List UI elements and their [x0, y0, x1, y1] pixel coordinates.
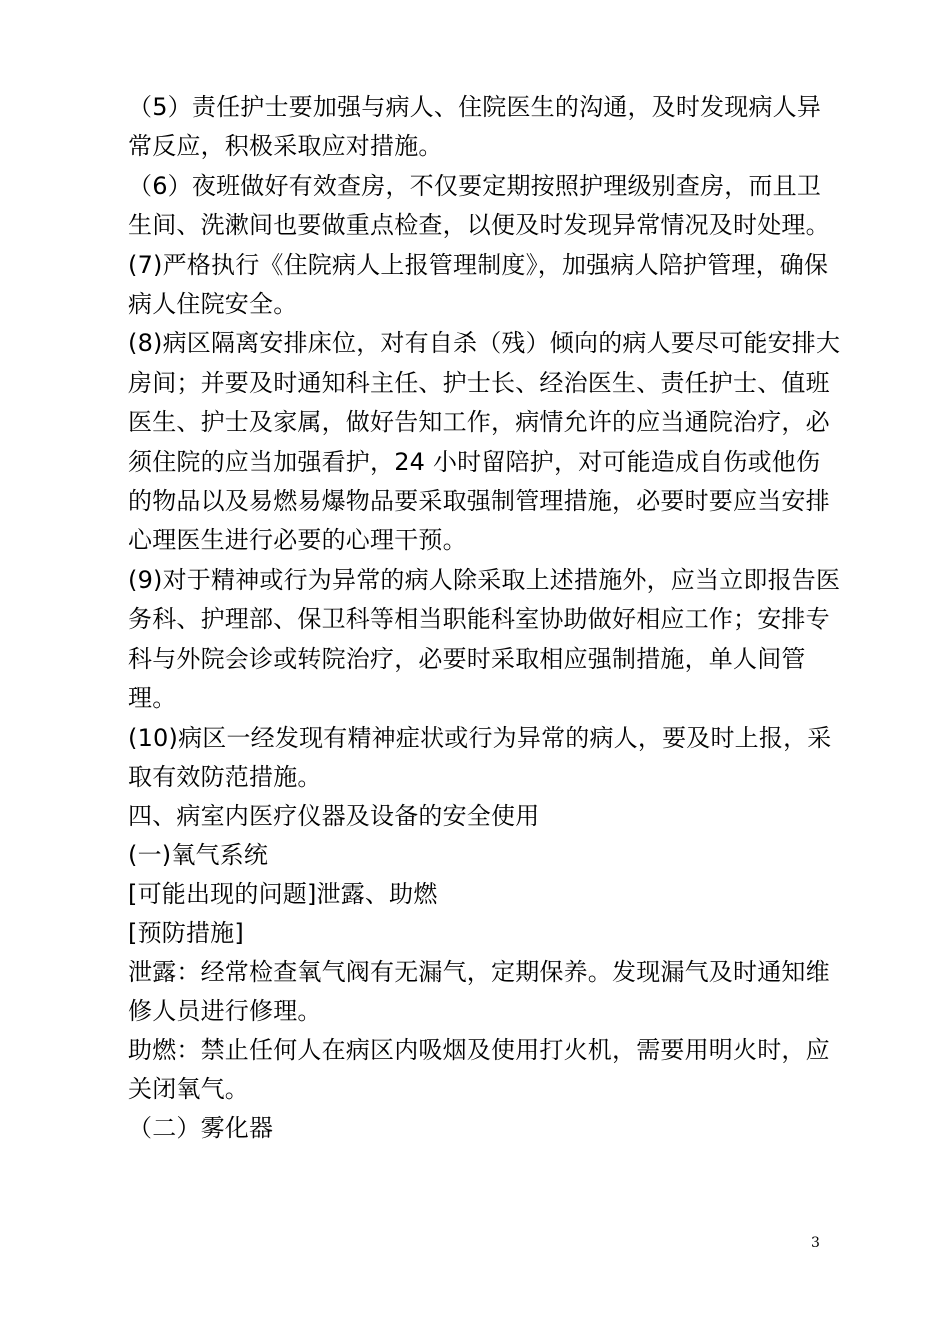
paragraph-item-10: (10)病区一经发现有精神症状或行为异常的病人，要及时上报，采取有效防范措施。: [128, 723, 832, 791]
subsection-heading-oxygen-system: (一)氧气系统: [128, 841, 269, 870]
paragraph-item-8: (8)病区隔离安排床位，对有自杀（残）倾向的病人要尽可能安排大房间；并要及时通知科主任、护士长、经治医生、责任护士、值班医生、护士及家属，做好告知工作，病情允许的应当通院治疗，必须住院的应当加强看护，24 小时留陪护，对可能造成自伤或他伤的物品以及易燃易爆物品要采取强制管理措施，必要时要应当安排心理医生进行必要的心理干预。: [128, 329, 841, 555]
combustion-measure-paragraph: 助燃：禁止任何人在病区内吸烟及使用打火机，需要用明火时，应关闭氧气。: [128, 1036, 830, 1104]
section-heading-equipment-safety: 四、病室内医疗仪器及设备的安全使用: [128, 802, 540, 831]
paragraph-item-9: (9)对于精神或行为异常的病人除采取上述措施外，应当立即报告医务科、护理部、保卫科等相当职能科室协助做好相应工作；安排专科与外院会诊或转院治疗，必要时采取相应强制措施，单人间管理。: [128, 565, 841, 713]
document-body: [128, 88, 843, 1148]
page-number: 3: [811, 1235, 820, 1251]
prevention-measures-label: [预防措施]: [128, 919, 244, 948]
possible-problems-line: [可能出现的问题]泄露、助燃: [128, 880, 438, 909]
subsection-heading-nebulizer: （二）雾化器: [128, 1114, 274, 1143]
paragraph-item-5: （5）责任护士要加强与病人、住院医生的沟通，及时发现病人异常反应，积极采取应对措施。: [128, 93, 822, 161]
paragraph-item-7: (7)严格执行《住院病人上报管理制度》，加强病人陪护管理，确保病人住院安全。: [128, 250, 829, 319]
paragraph-item-6: （6）夜班做好有效查房，不仅要定期按照护理级别查房，而且卫生间、洗漱间也要做重点检查，以便及时发现异常情况及时处理。: [128, 171, 830, 240]
leak-measure-paragraph: 泄露：经常检查氧气阀有无漏气，定期保养。发现漏气及时通知维修人员进行修理。: [128, 958, 830, 1026]
